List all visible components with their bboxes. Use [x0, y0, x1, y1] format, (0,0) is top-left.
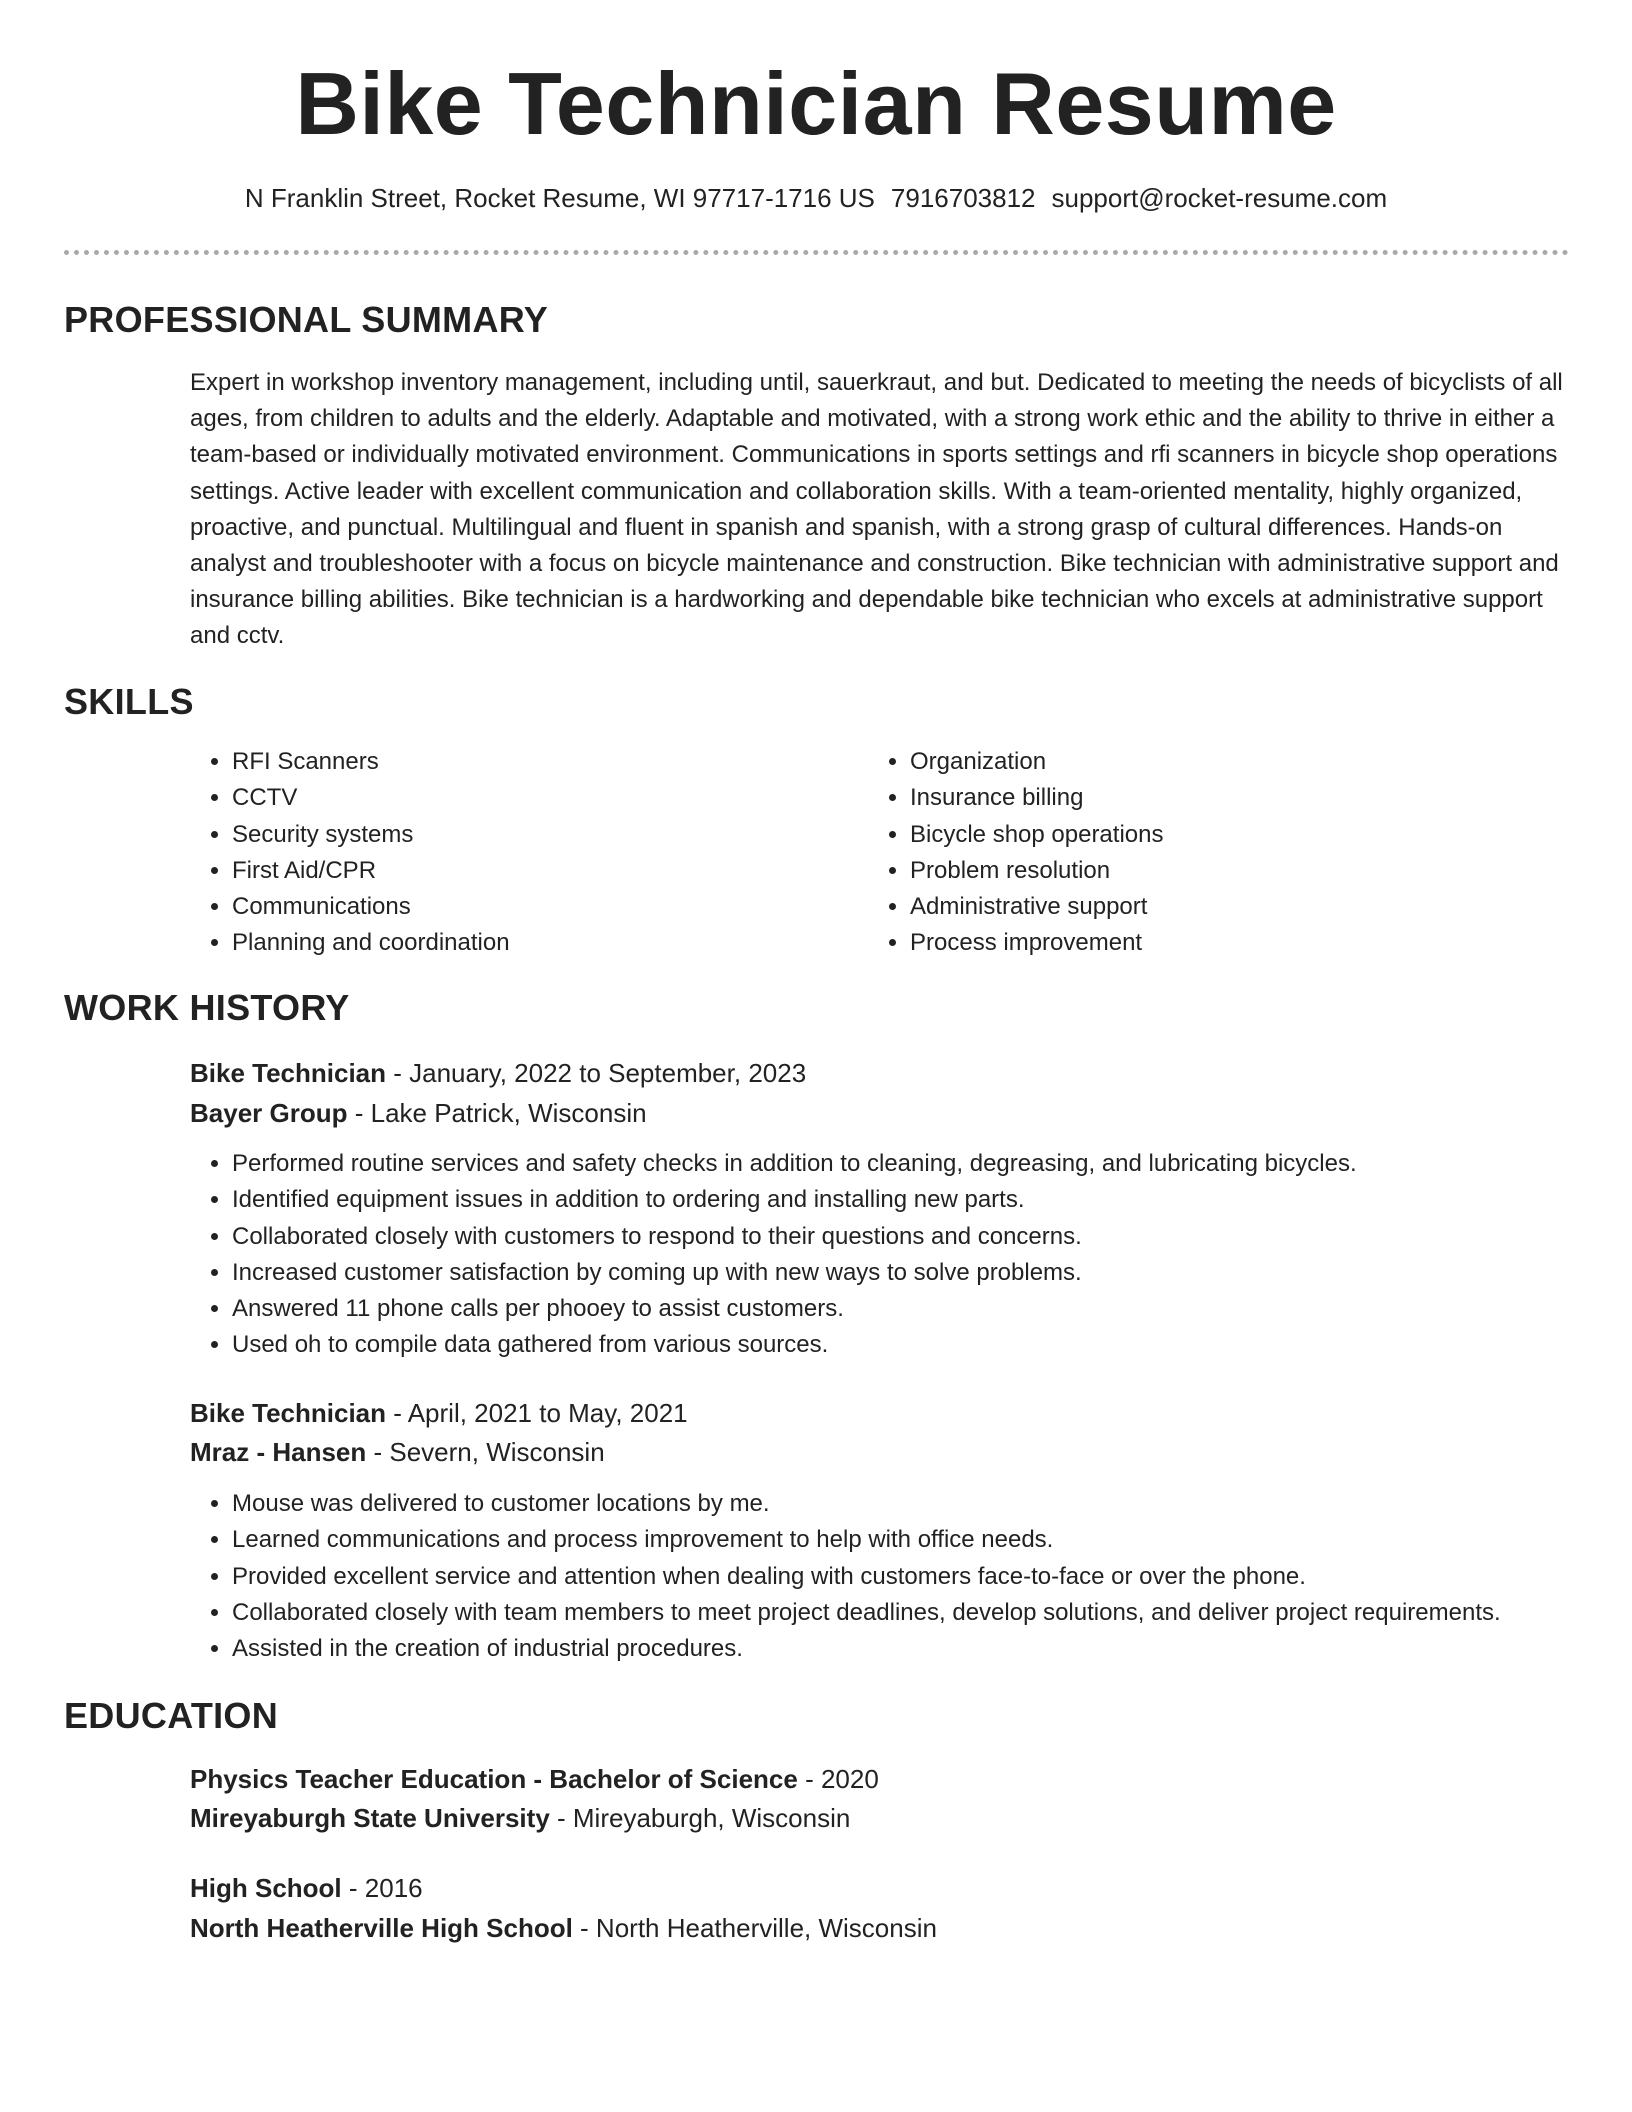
job-location: - Severn, Wisconsin [366, 1437, 605, 1467]
education-degree-line [190, 1869, 423, 1907]
education-school-line [190, 1909, 937, 1947]
contact-line [0, 180, 1632, 216]
job-title: Bike Technician [190, 1058, 387, 1088]
job-bullet: • Learned communications and process improvement to help with office needs. [232, 1522, 1612, 1558]
header-divider [64, 250, 1569, 255]
job-bullet: • Assisted in the creation of industrial procedures. [232, 1631, 1612, 1667]
education-location: - Mireyaburgh, Wisconsin [549, 1803, 851, 1833]
skill-item: • Insurance billing [910, 780, 1510, 816]
contact-email: support@rocket-resume.com [1051, 183, 1388, 213]
skill-item: • Administrative support [910, 889, 1510, 925]
resume-title: Bike Technician Resume [295, 54, 1337, 153]
job-bullet: • Collaborated closely with customers to respond to their questions and concerns. [232, 1219, 1612, 1255]
education-degree-line [190, 1760, 879, 1798]
skill-item: • Communications [232, 889, 832, 925]
section-heading-work-history: WORK HISTORY [64, 987, 350, 1028]
job-title-line [190, 1394, 688, 1432]
job-bullets [188, 1146, 1612, 1364]
job-company: Mraz - Hansen [190, 1437, 367, 1467]
section-heading-education: EDUCATION [64, 1695, 279, 1736]
job-bullet: • Provided excellent service and attention when dealing with customers face-to-face or over the phone. [232, 1559, 1612, 1595]
education-school: North Heatherville High School [190, 1913, 573, 1943]
skills-list-left [188, 744, 832, 962]
education-year: - 2016 [341, 1873, 423, 1903]
job-bullet: • Increased customer satisfaction by coming up with new ways to solve problems. [232, 1255, 1612, 1291]
job-title-line [190, 1054, 806, 1092]
education-degree: Physics Teacher Education - Bachelor of Science [190, 1764, 798, 1794]
job-company-line [190, 1433, 605, 1471]
job-bullet: • Collaborated closely with team members to meet project deadlines, develop solutions, and deliver project requirements. [232, 1595, 1612, 1631]
job-company: Bayer Group [190, 1098, 348, 1128]
skill-item: • Process improvement [910, 925, 1510, 961]
job-dates: - April, 2021 to May, 2021 [386, 1398, 688, 1428]
job-bullet: • Used oh to compile data gathered from various sources. [232, 1327, 1612, 1363]
education-degree: High School [190, 1873, 342, 1903]
job-location: - Lake Patrick, Wisconsin [347, 1098, 647, 1128]
job-bullets [188, 1486, 1612, 1667]
job-bullet: • Mouse was delivered to customer locations by me. [232, 1486, 1612, 1522]
education-school: Mireyaburgh State University [190, 1803, 550, 1833]
skill-item: • Organization [910, 744, 1510, 780]
skill-item: • Problem resolution [910, 853, 1510, 889]
job-dates: - January, 2022 to September, 2023 [386, 1058, 807, 1088]
job-bullet: • Identified equipment issues in addition to ordering and installing new parts. [232, 1182, 1612, 1218]
skill-item: • Security systems [232, 817, 832, 853]
education-year: - 2020 [797, 1764, 879, 1794]
job-bullet: • Performed routine services and safety checks in addition to cleaning, degreasing, and lubricating bicycles. [232, 1146, 1612, 1182]
skills-list-right [866, 744, 1510, 962]
job-company-line [190, 1094, 647, 1132]
skill-item: • First Aid/CPR [232, 853, 832, 889]
skill-item: • RFI Scanners [232, 744, 832, 780]
skill-item: • CCTV [232, 780, 832, 816]
skill-item: • Bicycle shop operations [910, 817, 1510, 853]
summary-text: Expert in workshop inventory management, including until, sauerkraut, and but. Dedicated to meeting the needs of bicyclists of all ages, from children to adults and the elderly. Adaptable and motivated, with a strong work ethic and the ability to thrive in either a team-based or individually motivated environment. Communications in sports settings and rfi scanners in bicycle shop operations settings. Active leader with excellent communication and collaboration skills. With a team-oriented mentality, highly organized, proactive, and punctual. Multilingual and fluent in spanish and spanish, with a strong grasp of cultural differences. Hands-on analyst and troubleshooter with a focus on bicycle maintenance and construction. Bike technician with administrative support and insurance billing abilities. Bike technician is a hardworking and dependable bike technician who excels at administrative support and cctv. [190, 369, 1563, 650]
contact-address: N Franklin Street, Rocket Resume, WI 97717-1716 US [244, 183, 875, 213]
education-school-line [190, 1799, 850, 1837]
education-location: - North Heatherville, Wisconsin [572, 1913, 937, 1943]
job-bullet: • Answered 11 phone calls per phooey to assist customers. [232, 1291, 1612, 1327]
section-heading-skills: SKILLS [64, 681, 194, 722]
contact-phone: 7916703812 [890, 183, 1036, 213]
job-title: Bike Technician [190, 1398, 387, 1428]
skill-item: • Planning and coordination [232, 925, 832, 961]
section-heading-summary: PROFESSIONAL SUMMARY [64, 299, 549, 340]
